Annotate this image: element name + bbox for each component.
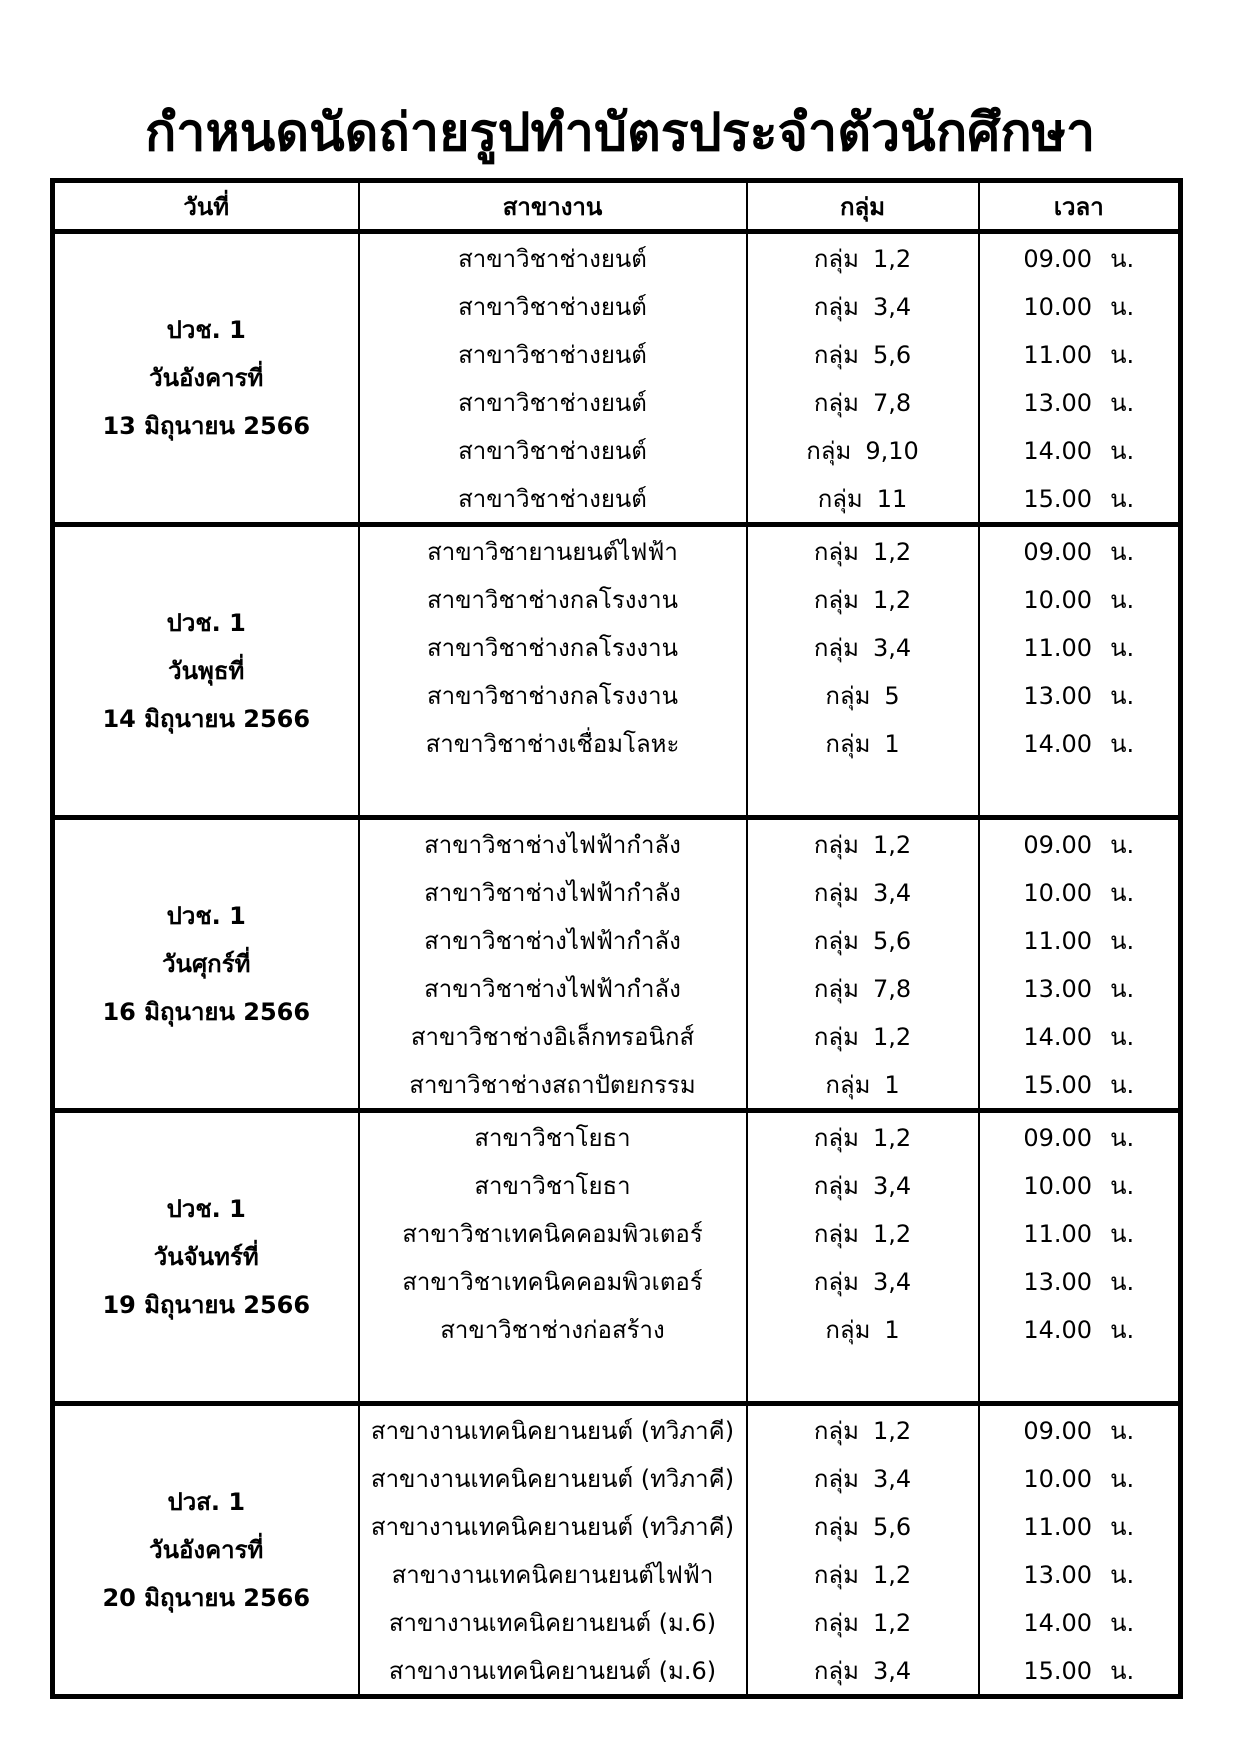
major-cell: สาขางานเทคนิคยานยนต์ (ทวิภาคี)	[359, 1502, 747, 1550]
time-cell	[979, 671, 1181, 719]
group-cell	[747, 868, 979, 916]
group-label: กลุ่ม	[813, 1512, 859, 1541]
time-unit: น.	[1110, 436, 1135, 465]
time-value: 11.00	[1023, 340, 1093, 369]
group-number: 3,4	[872, 633, 912, 662]
group-cell	[747, 818, 979, 869]
group-label: กลุ่ม	[813, 537, 859, 566]
time-cell	[979, 232, 1181, 283]
time-value: 15.00	[1023, 1656, 1093, 1685]
time-cell	[979, 525, 1181, 576]
group-number: 1,2	[872, 585, 912, 614]
time-unit: น.	[1110, 1656, 1135, 1685]
group-label: กลุ่ม	[813, 1464, 859, 1493]
group-number: 7,8	[872, 388, 912, 417]
time-value: 09.00	[1023, 1416, 1093, 1445]
group-cell	[747, 232, 979, 283]
major-cell: สาขาวิชาช่างยนต์	[359, 232, 747, 283]
time-value: 15.00	[1023, 1070, 1093, 1099]
group-label: กลุ่ม	[813, 1560, 859, 1589]
time-value: 10.00	[1023, 292, 1093, 321]
major-cell: สาขาวิชาช่างอิเล็กทรอนิกส์	[359, 1012, 747, 1060]
time-cell	[979, 868, 1181, 916]
group-number: 1,2	[872, 1608, 912, 1637]
group-cell	[747, 378, 979, 426]
group-cell	[747, 1502, 979, 1550]
time-unit: น.	[1110, 1123, 1135, 1152]
date-date: 20 มิถุนายน 2566	[102, 1584, 311, 1612]
group-number: 1,2	[872, 1560, 912, 1589]
header-time: เวลา	[979, 181, 1181, 232]
group-cell	[747, 1111, 979, 1162]
time-unit: น.	[1110, 926, 1135, 955]
major-cell: สาขาวิชาช่างไฟฟ้ากำลัง	[359, 818, 747, 869]
time-unit: น.	[1110, 537, 1135, 566]
group-cell	[747, 1161, 979, 1209]
time-cell	[979, 964, 1181, 1012]
group-label: กลุ่ม	[813, 388, 859, 417]
major-cell: สาขาวิชาช่างเชื่อมโลหะ	[359, 719, 747, 767]
group-number: 1	[884, 1315, 900, 1344]
group-cell	[747, 1012, 979, 1060]
time-value: 13.00	[1023, 1267, 1093, 1296]
time-unit: น.	[1110, 585, 1135, 614]
group-cell	[747, 575, 979, 623]
group-number: 7,8	[872, 974, 912, 1003]
group-label: กลุ่ม	[813, 926, 859, 955]
major-cell: สาขาวิชายานยนต์ไฟฟ้า	[359, 525, 747, 576]
group-label: กลุ่ม	[813, 1022, 859, 1051]
time-cell	[979, 1012, 1181, 1060]
time-value: 11.00	[1023, 1219, 1093, 1248]
group-number: 1	[884, 1070, 900, 1099]
major-cell: สาขาวิชาช่างยนต์	[359, 426, 747, 474]
time-value: 15.00	[1023, 484, 1093, 513]
group-label: กลุ่ม	[813, 585, 859, 614]
date-day: วันอังคารที่	[149, 364, 264, 392]
time-cell	[979, 282, 1181, 330]
major-cell	[359, 767, 747, 818]
major-cell: สาขาวิชาช่างยนต์	[359, 474, 747, 525]
header-major: สาขางาน	[359, 181, 747, 232]
schedule-row	[53, 525, 1181, 576]
date-level: ปวช. 1	[166, 1195, 246, 1223]
header-date: วันที่	[53, 181, 359, 232]
time-cell	[979, 1454, 1181, 1502]
time-cell	[979, 474, 1181, 525]
date-cell	[53, 1111, 359, 1404]
time-value: 13.00	[1023, 1560, 1093, 1589]
group-label: กลุ่ม	[806, 436, 852, 465]
group-number: 1,2	[872, 1022, 912, 1051]
major-cell: สาขาวิชาช่างสถาปัตยกรรม	[359, 1060, 747, 1111]
group-number: 9,10	[865, 436, 919, 465]
time-cell	[979, 1305, 1181, 1353]
group-label: กลุ่ม	[813, 1608, 859, 1637]
time-value: 09.00	[1023, 1123, 1093, 1152]
group-cell	[747, 525, 979, 576]
group-cell	[747, 767, 979, 818]
group-number: 3,4	[872, 1171, 912, 1200]
group-label: กลุ่ม	[817, 484, 863, 513]
group-label: กลุ่ม	[825, 681, 871, 710]
group-number: 1,2	[872, 830, 912, 859]
major-cell: สาขาวิชาช่างไฟฟ้ากำลัง	[359, 916, 747, 964]
time-value: 14.00	[1023, 1315, 1093, 1344]
time-unit: น.	[1110, 1560, 1135, 1589]
major-cell: สาขางานเทคนิคยานยนต์ (ทวิภาคี)	[359, 1454, 747, 1502]
schedule-body	[53, 232, 1181, 1697]
page-title: กำหนดนัดถ่ายรูปทำบัตรประจำตัวนักศึกษา	[144, 103, 1096, 163]
group-number: 5,6	[872, 926, 912, 955]
time-cell	[979, 916, 1181, 964]
time-unit: น.	[1110, 633, 1135, 662]
time-cell	[979, 1209, 1181, 1257]
time-unit: น.	[1110, 729, 1135, 758]
time-unit: น.	[1110, 681, 1135, 710]
time-value: 09.00	[1023, 244, 1093, 273]
date-level: ปวช. 1	[166, 902, 246, 930]
group-number: 3,4	[872, 878, 912, 907]
group-number: 3,4	[872, 1656, 912, 1685]
time-unit: น.	[1110, 1416, 1135, 1445]
schedule-row	[53, 1404, 1181, 1455]
time-cell	[979, 1060, 1181, 1111]
time-cell	[979, 767, 1181, 818]
group-cell	[747, 1404, 979, 1455]
time-unit: น.	[1110, 1315, 1135, 1344]
time-cell	[979, 1111, 1181, 1162]
date-day: วันพุธที่	[168, 657, 245, 685]
date-day: วันศุกร์ที่	[162, 950, 251, 978]
time-value: 11.00	[1023, 1512, 1093, 1541]
photo-schedule-table	[50, 178, 1183, 1699]
time-cell	[979, 1646, 1181, 1697]
date-level: ปวส. 1	[167, 1488, 246, 1516]
time-cell	[979, 623, 1181, 671]
time-value: 10.00	[1023, 585, 1093, 614]
group-number: 1	[884, 729, 900, 758]
time-cell	[979, 378, 1181, 426]
time-unit: น.	[1110, 1022, 1135, 1051]
group-label: กลุ่ม	[813, 1123, 859, 1152]
group-number: 5,6	[872, 1512, 912, 1541]
time-unit: น.	[1110, 1512, 1135, 1541]
group-number: 11	[876, 484, 908, 513]
group-cell	[747, 623, 979, 671]
major-cell: สาขาวิชาช่างยนต์	[359, 330, 747, 378]
header-row	[53, 181, 1181, 232]
group-label: กลุ่ม	[813, 830, 859, 859]
time-value: 10.00	[1023, 878, 1093, 907]
group-cell	[747, 1060, 979, 1111]
group-label: กลุ่ม	[813, 1416, 859, 1445]
time-value: 09.00	[1023, 537, 1093, 566]
group-label: กลุ่ม	[813, 1219, 859, 1248]
time-cell	[979, 575, 1181, 623]
group-label: กลุ่ม	[813, 1656, 859, 1685]
group-label: กลุ่ม	[825, 1315, 871, 1344]
group-number: 3,4	[872, 292, 912, 321]
major-cell	[359, 1353, 747, 1404]
group-cell	[747, 1598, 979, 1646]
date-date: 16 มิถุนายน 2566	[102, 998, 311, 1026]
major-cell: สาขาวิชาช่างยนต์	[359, 378, 747, 426]
time-cell	[979, 719, 1181, 767]
group-label: กลุ่ม	[813, 1267, 859, 1296]
major-cell: สาขาวิชาช่างกลโรงงาน	[359, 623, 747, 671]
group-cell	[747, 474, 979, 525]
group-number: 3,4	[872, 1464, 912, 1493]
time-unit: น.	[1110, 1267, 1135, 1296]
time-unit: น.	[1110, 244, 1135, 273]
group-label: กลุ่ม	[813, 244, 859, 273]
time-value: 13.00	[1023, 388, 1093, 417]
time-value: 13.00	[1023, 974, 1093, 1003]
major-cell: สาขาวิชาโยธา	[359, 1111, 747, 1162]
group-cell	[747, 282, 979, 330]
major-cell: สาขางานเทคนิคยานยนต์ (ม.6)	[359, 1646, 747, 1697]
group-cell	[747, 964, 979, 1012]
date-date: 13 มิถุนายน 2566	[102, 412, 311, 440]
time-value: 14.00	[1023, 1608, 1093, 1637]
major-cell: สาขาวิชาโยธา	[359, 1161, 747, 1209]
group-cell	[747, 671, 979, 719]
schedule-row	[53, 232, 1181, 283]
group-cell	[747, 1305, 979, 1353]
group-label: กลุ่ม	[813, 633, 859, 662]
time-value: 13.00	[1023, 681, 1093, 710]
time-unit: น.	[1110, 340, 1135, 369]
group-cell	[747, 426, 979, 474]
time-unit: น.	[1110, 974, 1135, 1003]
group-label: กลุ่ม	[813, 340, 859, 369]
time-cell	[979, 1353, 1181, 1404]
date-date: 19 มิถุนายน 2566	[102, 1291, 311, 1319]
schedule-row	[53, 1111, 1181, 1162]
time-unit: น.	[1110, 1219, 1135, 1248]
group-cell	[747, 1454, 979, 1502]
major-cell: สาขาวิชาช่างไฟฟ้ากำลัง	[359, 964, 747, 1012]
time-unit: น.	[1110, 388, 1135, 417]
time-value: 11.00	[1023, 633, 1093, 662]
time-value: 09.00	[1023, 830, 1093, 859]
date-day: วันจันทร์ที่	[153, 1243, 259, 1271]
group-cell	[747, 1550, 979, 1598]
group-cell	[747, 330, 979, 378]
time-unit: น.	[1110, 1070, 1135, 1099]
date-level: ปวช. 1	[166, 609, 246, 637]
time-value: 10.00	[1023, 1464, 1093, 1493]
major-cell: สาขาวิชาเทคนิคคอมพิวเตอร์	[359, 1257, 747, 1305]
schedule-row	[53, 818, 1181, 869]
group-number: 5	[884, 681, 900, 710]
date-cell	[53, 232, 359, 525]
time-unit: น.	[1110, 292, 1135, 321]
group-number: 1,2	[872, 1219, 912, 1248]
major-cell: สาขาวิชาช่างก่อสร้าง	[359, 1305, 747, 1353]
group-number: 1,2	[872, 537, 912, 566]
group-cell	[747, 916, 979, 964]
time-value: 14.00	[1023, 1022, 1093, 1051]
group-cell	[747, 1209, 979, 1257]
group-cell	[747, 1646, 979, 1697]
time-cell	[979, 1598, 1181, 1646]
group-number: 1,2	[872, 244, 912, 273]
date-level: ปวช. 1	[166, 316, 246, 344]
major-cell: สาขาวิชาช่างกลโรงงาน	[359, 575, 747, 623]
time-cell	[979, 330, 1181, 378]
major-cell: สาขางานเทคนิคยานยนต์ (ม.6)	[359, 1598, 747, 1646]
time-value: 14.00	[1023, 436, 1093, 465]
time-value: 14.00	[1023, 729, 1093, 758]
date-cell	[53, 525, 359, 818]
time-cell	[979, 1161, 1181, 1209]
time-cell	[979, 1550, 1181, 1598]
header-group: กลุ่ม	[747, 181, 979, 232]
time-unit: น.	[1110, 878, 1135, 907]
group-cell	[747, 1257, 979, 1305]
time-unit: น.	[1110, 1608, 1135, 1637]
date-day: วันอังคารที่	[149, 1536, 264, 1564]
time-cell	[979, 1257, 1181, 1305]
major-cell: สาขาวิชาเทคนิคคอมพิวเตอร์	[359, 1209, 747, 1257]
major-cell: สาขางานเทคนิคยานยนต์ (ทวิภาคี)	[359, 1404, 747, 1455]
time-cell	[979, 1404, 1181, 1455]
group-label: กลุ่ม	[813, 974, 859, 1003]
time-unit: น.	[1110, 1171, 1135, 1200]
major-cell: สาขาวิชาช่างกลโรงงาน	[359, 671, 747, 719]
time-value: 10.00	[1023, 1171, 1093, 1200]
group-label: กลุ่ม	[813, 878, 859, 907]
group-label: กลุ่ม	[825, 1070, 871, 1099]
date-date: 14 มิถุนายน 2566	[102, 705, 311, 733]
group-label: กลุ่ม	[813, 292, 859, 321]
time-unit: น.	[1110, 484, 1135, 513]
major-cell: สาขาวิชาช่างยนต์	[359, 282, 747, 330]
date-cell	[53, 1404, 359, 1697]
time-unit: น.	[1110, 830, 1135, 859]
group-label: กลุ่ม	[825, 729, 871, 758]
time-cell	[979, 426, 1181, 474]
time-unit: น.	[1110, 1464, 1135, 1493]
major-cell: สาขางานเทคนิคยานยนต์ไฟฟ้า	[359, 1550, 747, 1598]
group-number: 3,4	[872, 1267, 912, 1296]
time-cell	[979, 1502, 1181, 1550]
group-number: 1,2	[872, 1123, 912, 1152]
group-number: 5,6	[872, 340, 912, 369]
group-number: 1,2	[872, 1416, 912, 1445]
group-label: กลุ่ม	[813, 1171, 859, 1200]
major-cell: สาขาวิชาช่างไฟฟ้ากำลัง	[359, 868, 747, 916]
group-cell	[747, 1353, 979, 1404]
time-value: 11.00	[1023, 926, 1093, 955]
group-cell	[747, 719, 979, 767]
time-cell	[979, 818, 1181, 869]
date-cell	[53, 818, 359, 1111]
